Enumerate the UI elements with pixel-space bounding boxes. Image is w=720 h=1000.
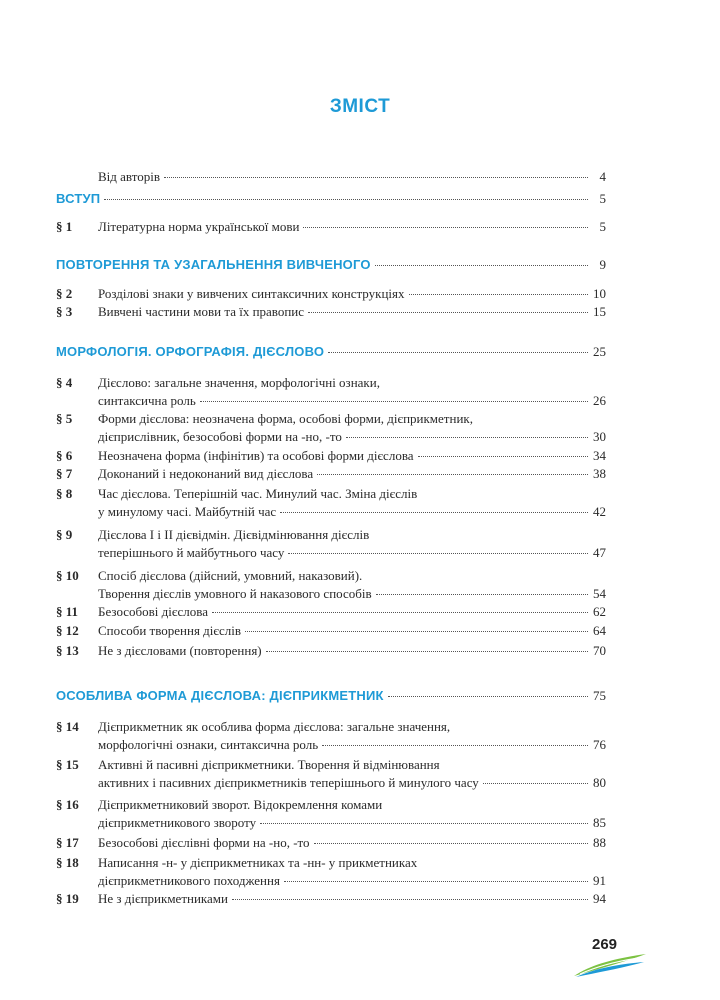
toc-entry-title: Дієприкметник як особлива форма дієслова: загальне значення, (98, 719, 451, 734)
toc-line (98, 285, 606, 303)
toc-line (98, 854, 606, 872)
toc-page-number: 76 (593, 737, 606, 752)
dot-leader (314, 842, 588, 844)
toc-entry-title: Розділові знаки у вивчених синтаксичних конструкціях (98, 286, 405, 301)
toc-line (98, 447, 606, 465)
toc-line (98, 465, 606, 483)
toc-entry-body (98, 303, 606, 321)
toc-entry-title: Безособові дієслівні форми на -но, -то (98, 835, 310, 850)
toc-entry-title: у минулому часі. Майбутній час (98, 504, 277, 519)
toc-entry-body (98, 796, 606, 832)
dot-leader (308, 311, 588, 313)
toc-page-number: 4 (599, 169, 606, 184)
toc-line (98, 374, 606, 392)
dot-leader (303, 226, 588, 228)
toc-line (98, 585, 606, 603)
toc-line (98, 872, 606, 890)
toc-page-number: 75 (593, 688, 606, 703)
toc-page-number: 80 (593, 775, 606, 790)
toc-line (56, 343, 606, 363)
toc-entry-body (56, 190, 606, 210)
toc-entry-title: синтаксична роль (98, 393, 196, 408)
toc-section-title: ПОВТОРЕННЯ ТА УЗАГАЛЬНЕННЯ ВИВЧЕНОГО (56, 257, 371, 272)
toc-line (56, 256, 606, 276)
toc-entry-title: Літературна норма української мови (98, 219, 300, 234)
dot-leader (376, 593, 588, 595)
dot-leader (346, 436, 588, 438)
toc-entry-number: § 11 (56, 604, 79, 619)
toc-page-number: 47 (593, 545, 606, 560)
toc-page-number: 88 (593, 835, 606, 850)
toc-entry-title: Від авторів (98, 169, 160, 184)
toc-entry-body (98, 218, 606, 236)
toc-entry-number: § 1 (56, 219, 73, 234)
dot-leader (328, 351, 588, 353)
toc-entry-number: § 13 (56, 643, 79, 658)
toc-entry-number: § 5 (56, 411, 73, 426)
dot-leader (418, 455, 588, 457)
toc-entry-title: Способи творення дієслів (98, 623, 241, 638)
toc-line (98, 756, 606, 774)
toc-page-number: 64 (593, 623, 606, 638)
toc-line (98, 428, 606, 446)
toc-entry-title: Доконаний і недоконаний вид дієслова (98, 466, 314, 481)
toc-page-number: 15 (593, 304, 606, 319)
toc-entry-number: § 10 (56, 568, 79, 583)
dot-leader (104, 198, 588, 200)
toc-entry-title: Неозначена форма (інфінітив) та особові форми дієслова (98, 448, 414, 463)
toc-entry-title: Дієслова I і II дієвідмін. Дієвідмінювання дієслів (98, 527, 370, 542)
toc-entry-number: § 17 (56, 835, 79, 850)
toc-entry-body (98, 168, 606, 186)
toc-entry-title: Не з дієприкметниками (98, 891, 228, 906)
dot-leader (280, 511, 588, 513)
toc-entry-body (98, 603, 606, 621)
toc-entry-title: Безособові дієслова (98, 604, 208, 619)
toc-entry-body (98, 567, 606, 603)
toc-entry-body (98, 526, 606, 562)
toc-line (98, 410, 606, 428)
toc-page-number: 42 (593, 504, 606, 519)
toc-entry-number: § 19 (56, 891, 79, 906)
toc-line (56, 687, 606, 707)
page-title: ЗМІСТ (329, 96, 391, 117)
dot-leader (288, 552, 588, 554)
toc-line (98, 603, 606, 621)
toc-entry-title: дієприслівник, безособові форми на -но, -то (98, 429, 342, 444)
dot-leader (322, 744, 588, 746)
dot-leader (232, 898, 588, 900)
toc-entry-body (56, 256, 606, 276)
page-number: 269 (592, 936, 618, 953)
toc-page-number: 91 (593, 873, 606, 888)
toc-entry-title: Час дієслова. Теперішній час. Минулий час. Зміна дієслів (98, 486, 418, 501)
toc-entry-number: § 7 (56, 466, 73, 481)
dot-leader (409, 293, 589, 295)
toc-line (98, 890, 606, 908)
dot-leader (200, 400, 588, 402)
toc-line (98, 834, 606, 852)
toc-line (98, 218, 606, 236)
toc-entry-title: теперішнього й майбутнього часу (98, 545, 285, 560)
dot-leader (164, 176, 588, 178)
toc-entry-title: Вивчені частини мови та їх правопис (98, 304, 305, 319)
dot-leader (317, 473, 588, 475)
toc-entry-number: § 16 (56, 797, 79, 812)
toc-entry-title: Дієприкметниковий зворот. Відокремлення комами (98, 797, 383, 812)
toc-section-title: МОРФОЛОГІЯ. ОРФОГРАФІЯ. ДІЄСЛОВО (56, 344, 325, 359)
toc-entry-body (98, 485, 606, 521)
toc-entry-number: § 2 (56, 286, 73, 301)
toc-line (98, 814, 606, 832)
toc-line (98, 392, 606, 410)
toc-entry-title: Написання -н- у дієприкметниках та -нн- у прикметниках (98, 855, 418, 870)
toc-section-title: ВСТУП (56, 191, 101, 206)
toc-entry-body (98, 890, 606, 908)
toc-line (98, 622, 606, 640)
toc-line (98, 736, 606, 754)
toc-page-number: 9 (599, 257, 606, 272)
toc-page-number: 54 (593, 586, 606, 601)
toc-entry-title: Не з дієсловами (повторення) (98, 643, 262, 658)
toc-page-number: 94 (593, 891, 606, 906)
toc-line (98, 718, 606, 736)
toc-page-number: 5 (599, 219, 606, 234)
toc-entry-body (98, 622, 606, 640)
toc-page-number: 10 (593, 286, 606, 301)
dot-leader (284, 880, 588, 882)
toc-line (98, 168, 606, 186)
toc-entry-body (98, 285, 606, 303)
toc-page-number: 30 (593, 429, 606, 444)
toc-page-number: 34 (593, 448, 606, 463)
toc-line (98, 774, 606, 792)
toc-entry-number: § 15 (56, 757, 79, 772)
dot-leader (245, 630, 588, 632)
toc-entry-body (56, 687, 606, 707)
dot-leader (212, 611, 588, 613)
dot-leader (375, 264, 588, 266)
toc-section-title: ОСОБЛИВА ФОРМА ДІЄСЛОВА: ДІЄПРИКМЕТНИК (56, 688, 384, 703)
toc-page-number: 5 (599, 191, 606, 206)
toc-entry-body (98, 718, 606, 754)
toc-entry-number: § 6 (56, 448, 73, 463)
toc-entry-body (98, 834, 606, 852)
toc-entry-number: § 9 (56, 527, 73, 542)
toc-line (98, 642, 606, 660)
toc-line (98, 567, 606, 585)
dot-leader (266, 650, 588, 652)
toc-line (56, 190, 606, 210)
toc-line (98, 526, 606, 544)
toc-page-number: 25 (593, 344, 606, 359)
dot-leader (388, 695, 588, 697)
toc-entry-number: § 18 (56, 855, 79, 870)
toc-entry-title: Дієслово: загальне значення, морфологічні ознаки, (98, 375, 380, 390)
toc-page-number: 70 (593, 643, 606, 658)
toc-line (98, 485, 606, 503)
toc-entry-number: § 8 (56, 486, 73, 501)
toc-entry-number: § 14 (56, 719, 79, 734)
toc-entry-title: Спосіб дієслова (дійсний, умовний, наказовий). (98, 568, 363, 583)
toc-page-number: 26 (593, 393, 606, 408)
toc-entry-number: § 12 (56, 623, 79, 638)
toc-entry-body (98, 410, 606, 446)
toc-entry-number: § 3 (56, 304, 73, 319)
toc-entry-title: Творення дієслів умовного й наказового способів (98, 586, 372, 601)
toc-entry-body (56, 343, 606, 363)
toc-line (98, 796, 606, 814)
toc-line (98, 544, 606, 562)
toc-page-number: 62 (593, 604, 606, 619)
toc-page-number: 38 (593, 466, 606, 481)
toc-entry-title: дієприкметникового походження (98, 873, 280, 888)
dot-leader (483, 782, 588, 784)
dot-leader (260, 822, 588, 824)
toc-entry-body (98, 756, 606, 792)
leaf-logo-icon (572, 950, 648, 978)
toc-entry-title: дієприкметникового звороту (98, 815, 257, 830)
toc-entry-number: § 4 (56, 375, 73, 390)
toc-line (98, 303, 606, 321)
toc-entry-title: активних і пасивних дієприкметників теперішнього й минулого часу (98, 775, 479, 790)
toc-entry-body (98, 465, 606, 483)
toc-entry-body (98, 447, 606, 465)
toc-line (98, 503, 606, 521)
toc-entry-body (98, 374, 606, 410)
toc-entry-title: Форми дієслова: неозначена форма, особові форми, дієприкметник, (98, 411, 473, 426)
toc-entry-title: Активні й пасивні дієприкметники. Творення й відмінювання (98, 757, 440, 772)
toc-entry-title: морфологічні ознаки, синтаксична роль (98, 737, 319, 752)
toc-page-number: 85 (593, 815, 606, 830)
toc-entry-body (98, 642, 606, 660)
toc-entry-body (98, 854, 606, 890)
